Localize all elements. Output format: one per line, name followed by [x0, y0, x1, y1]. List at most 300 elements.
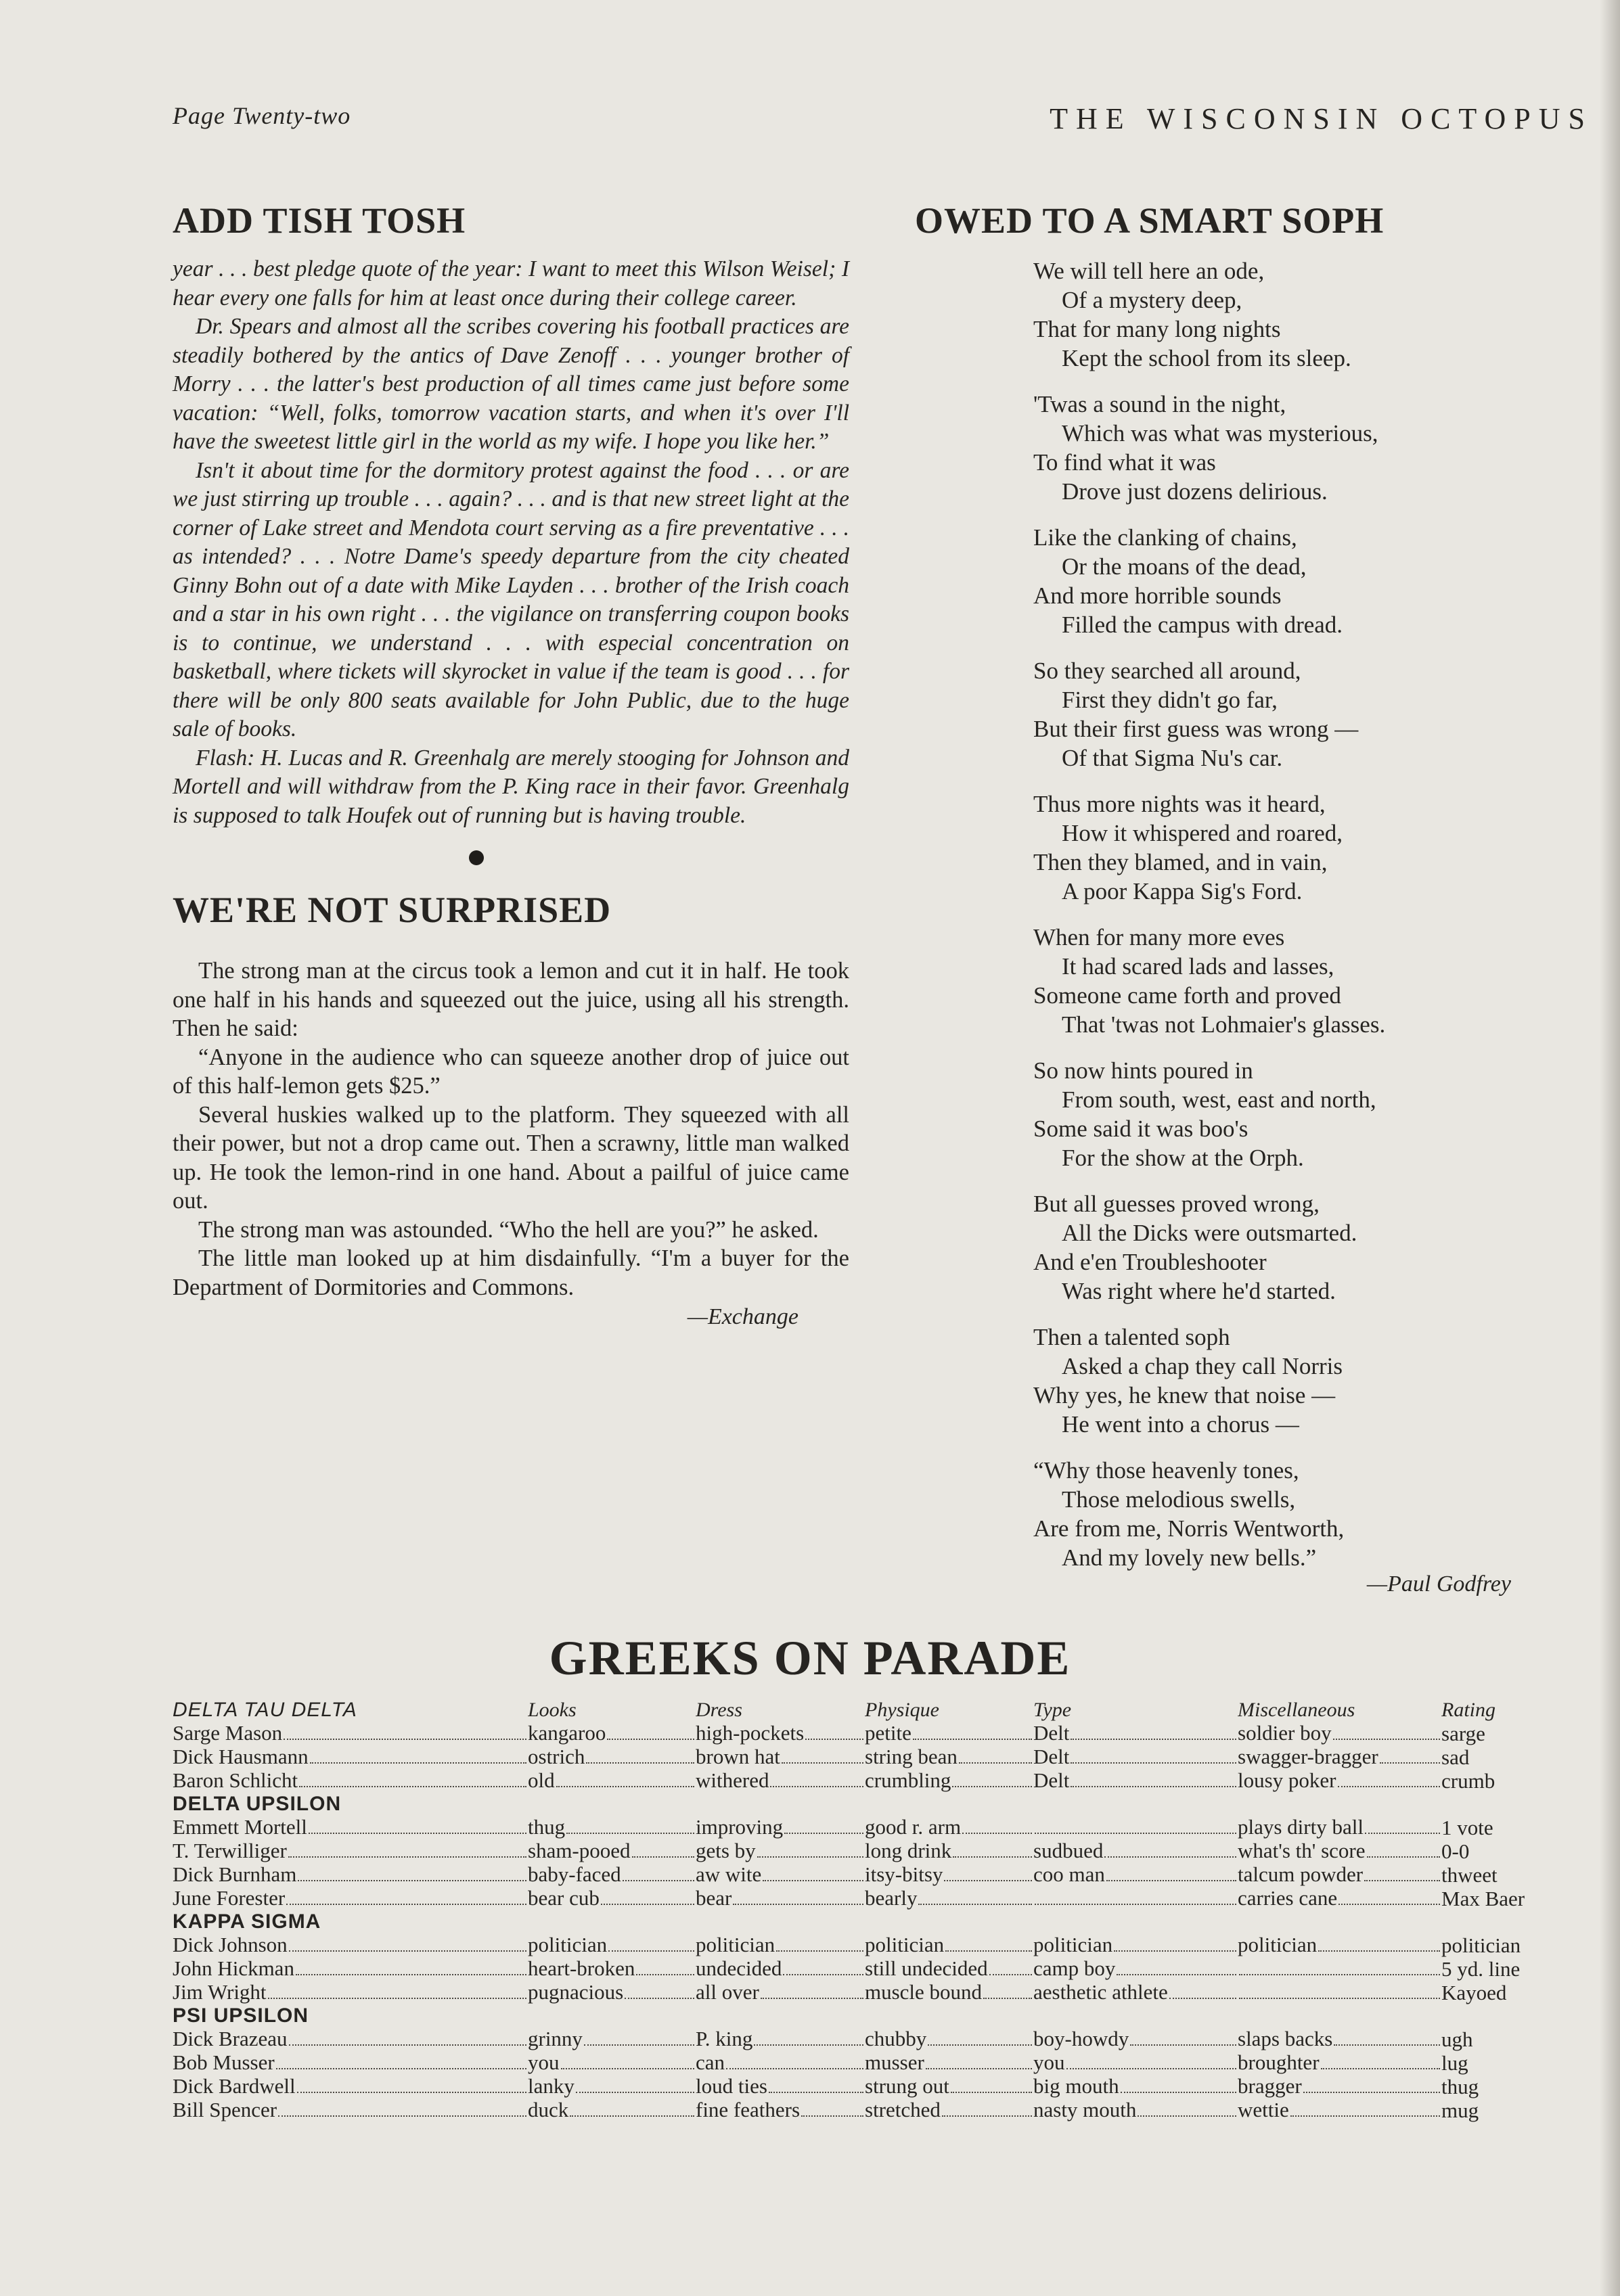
poem-line: And more horrible sounds [1033, 582, 1282, 609]
cell-text: duck [528, 2098, 569, 2121]
rating-cell [1441, 1745, 1546, 1769]
rating-cell [1238, 1933, 1441, 1957]
dot-leader [632, 1856, 694, 1858]
rating-cell [1033, 1769, 1238, 1793]
rating-cell [1238, 1769, 1441, 1793]
rating-cell [1033, 1957, 1238, 1981]
dot-leader [782, 1762, 863, 1764]
dot-leader [952, 1786, 1032, 1787]
dot-leader [1071, 1786, 1236, 1787]
poem-line: Then a talented soph [1033, 1324, 1230, 1350]
table-row [173, 1816, 1546, 1839]
cell-text: ugh [1441, 2027, 1473, 2051]
cell-text: baby-faced [528, 1863, 621, 1886]
dot-leader [570, 2115, 694, 2117]
table-row [173, 2075, 1546, 2098]
dot-leader [951, 2092, 1032, 2093]
greeks-header-row [173, 1699, 1546, 1722]
poem-line: Then they blamed, and in vain, [1033, 849, 1328, 875]
cell-text: slaps backs [1238, 2027, 1333, 2050]
rating-cell [865, 1839, 1033, 1863]
cell-text: politician [1033, 1933, 1113, 1956]
tish-tosh-paragraph: Isn't it about time for the dormitory protest against the food . . . or are we just stirring up trouble . . . again? . . . and is that new street light at the corner of Lake street and Mendota court serving as a fire preventative . . . as intended? . . . Notre Dame's speedy departure from the city cheated Ginny Bohn out of a date with Mike Layden . . . brother of the Irish coach and a star in his own right . . . the vigilance on transferring coupon books is to continue, we understand . . . with especial concentration on basketball, where tickets will skyrocket in value if the team is good . . . for there will be only 800 seats available for John Public, due to the huge sale of books. [173, 457, 849, 741]
cell-text: sudbued [1033, 1839, 1104, 1862]
rating-cell [1033, 2027, 1238, 2051]
dot-leader [726, 2068, 863, 2069]
member-name: Dick Johnson [173, 1933, 288, 1956]
cell-text: string bean [865, 1745, 958, 1768]
dot-leader [1364, 1880, 1440, 1881]
rating-cell [1238, 1981, 1441, 2004]
poem-stanza [1033, 656, 1558, 773]
member-name-cell [173, 1863, 528, 1887]
dot-leader [763, 1880, 863, 1881]
dot-leader [1338, 1904, 1440, 1905]
member-name-cell [173, 2075, 528, 2098]
dot-leader [754, 2044, 863, 2046]
rating-cell [528, 1981, 696, 2004]
cell-text: Delt [1033, 1722, 1070, 1745]
dot-leader [1169, 1998, 1236, 1999]
dot-leader [288, 1856, 526, 1858]
dot-leader [962, 1833, 1032, 1834]
cell-text: stretched [865, 2098, 941, 2121]
cell-text: politician [865, 1933, 945, 1956]
cell-text: 5 yd. line [1441, 1957, 1521, 1981]
rating-cell [528, 1745, 696, 1769]
dot-leader [761, 1998, 863, 1999]
cell-text: still undecided [865, 1957, 988, 1980]
cell-text: lug [1441, 2051, 1468, 2075]
dot-leader [284, 1739, 526, 1740]
dot-leader [944, 1880, 1032, 1881]
poem-line: Was right where he'd started. [1062, 1278, 1336, 1304]
poem-line: For the show at the Orph. [1062, 1145, 1304, 1171]
column-header: Looks [528, 1699, 577, 1721]
member-name-cell [173, 2051, 528, 2075]
poem-line: Of that Sigma Nu's car. [1062, 745, 1283, 771]
cell-text: musser [865, 2051, 924, 2074]
dot-leader [584, 2044, 694, 2046]
left-column [173, 200, 849, 1330]
member-name-cell [173, 1816, 528, 1839]
dot-leader [289, 1950, 526, 1952]
cell-text: strung out [865, 2075, 949, 2098]
dot-leader [983, 1998, 1032, 1999]
poem-line: That 'twas not Lohmaier's glasses. [1062, 1011, 1386, 1038]
dot-leader [556, 1786, 694, 1787]
dot-leader [1104, 1856, 1236, 1858]
greeks-table-body [173, 1722, 1546, 2122]
dot-leader [268, 1998, 526, 1999]
dot-leader [776, 1950, 863, 1952]
dot-leader [1318, 1950, 1440, 1952]
cell-text: high-pockets [696, 1722, 805, 1745]
cell-text: carries cane [1238, 1887, 1338, 1910]
table-row [173, 1769, 1546, 1793]
member-name: Bob Musser [173, 2051, 275, 2074]
rating-cell [865, 2075, 1033, 2098]
rating-cell [1033, 1816, 1238, 1839]
tish-tosh-body [173, 255, 849, 830]
cell-text: broughter [1238, 2051, 1320, 2074]
rating-cell [1238, 1745, 1441, 1769]
poem-line: It had scared lads and lasses, [1062, 953, 1334, 980]
rating-cell [528, 2075, 696, 2098]
cell-text: good r. arm [865, 1816, 962, 1839]
rating-cell [696, 1981, 865, 2004]
poem-line: So they searched all around, [1033, 658, 1301, 684]
cell-text: what's th' score [1238, 1839, 1366, 1862]
rating-cell [528, 1957, 696, 1981]
dot-leader [278, 2115, 526, 2117]
cell-text: mug [1441, 2098, 1479, 2122]
rating-cell [1441, 1957, 1546, 1981]
column-header: Miscellaneous [1238, 1699, 1355, 1721]
member-name: June Forester [173, 1887, 286, 1910]
rating-cell [1238, 1839, 1441, 1863]
rating-cell [1238, 1957, 1441, 1981]
rating-cell [1441, 1863, 1546, 1887]
dot-leader [276, 2068, 526, 2069]
dot-leader [296, 1974, 526, 1975]
cell-text: old [528, 1769, 555, 1792]
poem-line: Those melodious swells, [1062, 1486, 1296, 1513]
cell-text: aesthetic athlete [1033, 1981, 1168, 2004]
rating-cell [528, 1769, 696, 1793]
poem-stanza [1033, 1323, 1558, 1439]
poem-stanza [1033, 1056, 1558, 1172]
dot-leader [928, 2044, 1032, 2046]
rating-cell [528, 1933, 696, 1957]
column-header: Physique [865, 1699, 939, 1721]
rating-cell [528, 2027, 696, 2051]
rating-cell [528, 1839, 696, 1863]
table-row [173, 1839, 1546, 1863]
dot-leader [1066, 2068, 1237, 2069]
rating-cell [1033, 1933, 1238, 1957]
poem-line: To find what it was [1033, 449, 1216, 476]
dot-leader [576, 2092, 694, 2093]
member-name: T. Terwilliger [173, 1839, 287, 1862]
rating-cell [696, 1887, 865, 1910]
rating-cell [696, 1722, 865, 1745]
house-name: DELTA TAU DELTA [173, 1699, 357, 1721]
poem-line: Thus more nights was it heard, [1033, 791, 1326, 817]
cell-text: all over [696, 1981, 759, 2004]
poem-line: Like the clanking of chains, [1033, 524, 1297, 551]
cell-text: thug [1441, 2075, 1479, 2098]
table-row [173, 1745, 1546, 1769]
dot-leader [625, 1998, 694, 1999]
cell-text: gets by [696, 1839, 756, 1862]
table-row [173, 2027, 1546, 2051]
rating-cell [1033, 2075, 1238, 2098]
cell-text: talcum powder [1238, 1863, 1364, 1886]
cell-text: long drink [865, 1839, 952, 1862]
member-name-cell [173, 1933, 528, 1957]
rating-cell [865, 2098, 1033, 2122]
rating-cell [1441, 1887, 1546, 1910]
dot-leader [1071, 1739, 1236, 1740]
cell-text: bear [696, 1887, 732, 1910]
cell-text: swagger-bragger [1238, 1745, 1378, 1768]
cell-text: thug [528, 1816, 566, 1839]
rating-cell [696, 1933, 865, 1957]
dot-leader [1071, 1762, 1236, 1764]
cell-text: Delt [1033, 1769, 1070, 1792]
house-name: DELTA UPSILON [173, 1793, 342, 1815]
dot-leader [297, 2092, 526, 2093]
poem-line: Some said it was boo's [1033, 1116, 1248, 1142]
dot-leader [1035, 1904, 1236, 1905]
poem-stanza [1033, 1456, 1558, 1572]
poem-stanza [1033, 789, 1558, 906]
cell-text: pugnacious [528, 1981, 624, 2004]
table-row [173, 1722, 1546, 1745]
member-name: Dick Bardwell [173, 2075, 296, 2098]
rating-cell [1441, 1981, 1546, 2004]
cell-text: can [696, 2051, 725, 2074]
right-column [915, 200, 1558, 1597]
dot-leader [299, 1786, 526, 1787]
rating-cell [865, 1863, 1033, 1887]
dot-leader [1321, 2068, 1440, 2069]
tish-tosh-paragraph: year . . . best pledge quote of the year: I want to meet this Wilson Weisel; I hear every one falls for him at least once during their college career. [173, 256, 849, 311]
tish-tosh-heading: ADD TISH TOSH [173, 200, 466, 241]
rating-cell [1033, 1981, 1238, 2004]
cell-text: you [528, 2051, 560, 2074]
poem-line: When for many more eves [1033, 924, 1285, 950]
poem-line: All the Dicks were outsmarted. [1062, 1220, 1357, 1246]
member-name-cell [173, 1745, 528, 1769]
cell-text: brown hat [696, 1745, 780, 1768]
member-name: John Hickman [173, 1957, 294, 1980]
dot-leader [783, 1974, 863, 1975]
dot-leader [1106, 1880, 1236, 1881]
member-name-cell [173, 2098, 528, 2122]
poem-line: Someone came forth and proved [1033, 982, 1341, 1009]
dot-leader [1130, 2044, 1236, 2046]
owed-heading: OWED TO A SMART SOPH [915, 200, 1385, 241]
table-row [173, 1981, 1546, 2004]
dot-leader [1338, 1786, 1440, 1787]
cell-text: bearly [865, 1887, 918, 1910]
rating-cell [696, 2075, 865, 2098]
dot-leader [298, 1880, 526, 1881]
tish-tosh-paragraph: Flash: H. Lucas and R. Greenhalg are merely stooging for Johnson and Mortell and will withdraw from the P. King race in their favor. Greenhalg is supposed to talk Houfek out of running but is having trouble. [173, 745, 849, 828]
rating-cell [1441, 1816, 1546, 1839]
rating-cell [528, 1887, 696, 1910]
poem [915, 256, 1558, 1572]
magazine-title: THE WISCONSIN OCTOPUS [1050, 102, 1593, 135]
poem-line: Of a mystery deep, [1062, 287, 1242, 313]
cell-text: itsy-bitsy [865, 1863, 943, 1886]
dot-leader [805, 1739, 863, 1740]
rating-cell [696, 2027, 865, 2051]
cell-text: heart-broken [528, 1957, 635, 1980]
dot-leader [1367, 1856, 1440, 1858]
story-paragraph: The strong man was astounded. “Who the hell are you?” he asked. [198, 1216, 819, 1243]
rating-cell [865, 1769, 1033, 1793]
member-name: Dick Brazeau [173, 2027, 288, 2050]
rating-cell [1033, 1745, 1238, 1769]
poem-stanza [1033, 923, 1558, 1039]
rating-cell [1238, 1887, 1441, 1910]
dot-leader [942, 2115, 1032, 2117]
cell-text: loud ties [696, 2075, 767, 2098]
dot-leader [1035, 1833, 1236, 1834]
dot-leader [286, 1904, 526, 1905]
cell-text: bear cub [528, 1887, 600, 1910]
page-folio: Page Twenty-two [173, 102, 351, 129]
greeks-heading: GREEKS ON PARADE [549, 1631, 1071, 1685]
dot-leader [289, 2044, 526, 2046]
cell-text: bragger [1238, 2075, 1302, 2098]
dot-leader [784, 1833, 863, 1834]
poem-line: “Why those heavenly tones, [1033, 1457, 1299, 1484]
dot-leader [1117, 1974, 1236, 1975]
dot-leader [608, 1950, 694, 1952]
member-name-cell [173, 1887, 528, 1910]
rating-cell [865, 1957, 1033, 1981]
member-name-cell [173, 1722, 528, 1745]
rating-cell [696, 1863, 865, 1887]
cell-text: politician [528, 1933, 608, 1956]
table-row [173, 1863, 1546, 1887]
story-paragraph: “Anyone in the audience who can squeeze another drop of juice out of this half-lemon gets $25.” [173, 1044, 849, 1099]
story-paragraph: The little man looked up at him disdainfully. “I'm a buyer for the Department of Dormitories and Commons. [173, 1245, 849, 1300]
dot-leader [601, 1904, 694, 1905]
cell-text: politician [1238, 1933, 1318, 1956]
not-surprised-body [173, 957, 849, 1302]
cell-text: 1 vote [1441, 1816, 1493, 1839]
rating-cell [1033, 1722, 1238, 1745]
poem-line: Asked a chap they call Norris [1062, 1353, 1343, 1379]
poem-line: 'Twas a sound in the night, [1033, 391, 1286, 417]
cell-text: sad [1441, 1745, 1470, 1769]
dot-leader [918, 1904, 1032, 1905]
cell-text: camp boy [1033, 1957, 1116, 1980]
rating-cell [696, 1745, 865, 1769]
member-name: Emmett Mortell [173, 1816, 307, 1839]
dot-leader [310, 1762, 526, 1764]
column-header: Rating [1441, 1699, 1495, 1721]
cell-text: grinny [528, 2027, 583, 2050]
cell-text: sarge [1441, 1722, 1485, 1745]
rating-cell [528, 1863, 696, 1887]
dot-leader [309, 1833, 526, 1834]
cell-text: thweet [1441, 1863, 1498, 1887]
dot-leader [769, 2092, 863, 2093]
rating-cell [1441, 1933, 1546, 1957]
dot-leader [1121, 2092, 1236, 2093]
dot-leader [801, 2115, 863, 2117]
poem-credit: —Paul Godfrey [1366, 1571, 1511, 1597]
poem-stanza [1033, 390, 1558, 506]
rating-cell [1441, 1839, 1546, 1863]
rating-cell [1441, 1769, 1546, 1793]
table-row [173, 2098, 1546, 2122]
dot-leader [989, 1974, 1032, 1975]
rating-cell [865, 1816, 1033, 1839]
dot-leader [607, 1739, 694, 1740]
cell-text: you [1033, 2051, 1065, 2074]
rating-cell [1238, 2027, 1441, 2051]
poem-line: And my lovely new bells.” [1062, 1544, 1317, 1571]
cell-text: improving [696, 1816, 784, 1839]
cell-text: withered [696, 1769, 769, 1792]
rating-cell [1033, 1839, 1238, 1863]
poem-line: Are from me, Norris Wentworth, [1033, 1515, 1345, 1542]
dot-leader [623, 1880, 694, 1881]
poem-line: Filled the campus with dread. [1062, 612, 1343, 638]
rating-cell [1238, 1722, 1441, 1745]
member-name: Jim Wright [173, 1981, 267, 2004]
dot-leader [953, 1856, 1032, 1858]
rating-cell [1441, 2027, 1546, 2051]
dot-leader [926, 2068, 1032, 2069]
dot-leader [1138, 2115, 1236, 2117]
cell-text: muscle bound [865, 1981, 983, 2004]
cell-text: lousy poker [1238, 1769, 1336, 1792]
dot-leader [770, 1786, 863, 1787]
cell-text: crumbling [865, 1769, 951, 1792]
rating-cell [1033, 1887, 1238, 1910]
dot-leader [1303, 2092, 1440, 2093]
member-name: Dick Hausmann [173, 1745, 309, 1768]
member-name: Sarge Mason [173, 1722, 283, 1745]
poem-stanza [1033, 523, 1558, 639]
dot-leader [566, 1833, 694, 1834]
dot-leader [1114, 1950, 1236, 1952]
cell-text: crumb [1441, 1769, 1495, 1793]
poem-line: How it whispered and roared, [1062, 820, 1343, 846]
poem-line: And e'en Troubleshooter [1033, 1249, 1267, 1275]
poem-line: Drove just dozens delirious. [1062, 478, 1328, 505]
column-header: Type [1033, 1699, 1072, 1721]
rating-cell [1441, 1722, 1546, 1745]
not-surprised-heading: WE'RE NOT SURPRISED [173, 890, 612, 930]
house-row [173, 2004, 1546, 2027]
dot-leader [959, 1762, 1032, 1764]
cell-text: kangaroo [528, 1722, 606, 1745]
greeks-table [173, 1699, 1546, 2122]
cell-text: sham-pooed [528, 1839, 631, 1862]
dot-leader [1290, 2115, 1440, 2117]
table-row [173, 1933, 1546, 1957]
exchange-credit: —Exchange [687, 1304, 798, 1329]
dot-leader [636, 1974, 694, 1975]
rating-cell [1033, 2098, 1238, 2122]
member-name-cell [173, 1839, 528, 1863]
rating-cell [865, 1722, 1033, 1745]
rating-cell [865, 1981, 1033, 2004]
rating-cell [865, 1887, 1033, 1910]
cell-text: coo man [1033, 1863, 1105, 1886]
cell-text: Kayoed [1441, 1981, 1507, 2004]
house-row [173, 1910, 1546, 1933]
rating-cell [1441, 2051, 1546, 2075]
rating-cell [696, 2051, 865, 2075]
dot-leader [945, 1950, 1032, 1952]
rating-cell [696, 1816, 865, 1839]
section-divider-bullet [469, 850, 484, 865]
running-head [173, 101, 1593, 142]
rating-cell [865, 1745, 1033, 1769]
dot-leader [1239, 1974, 1440, 1975]
rating-cell [1033, 2051, 1238, 2075]
